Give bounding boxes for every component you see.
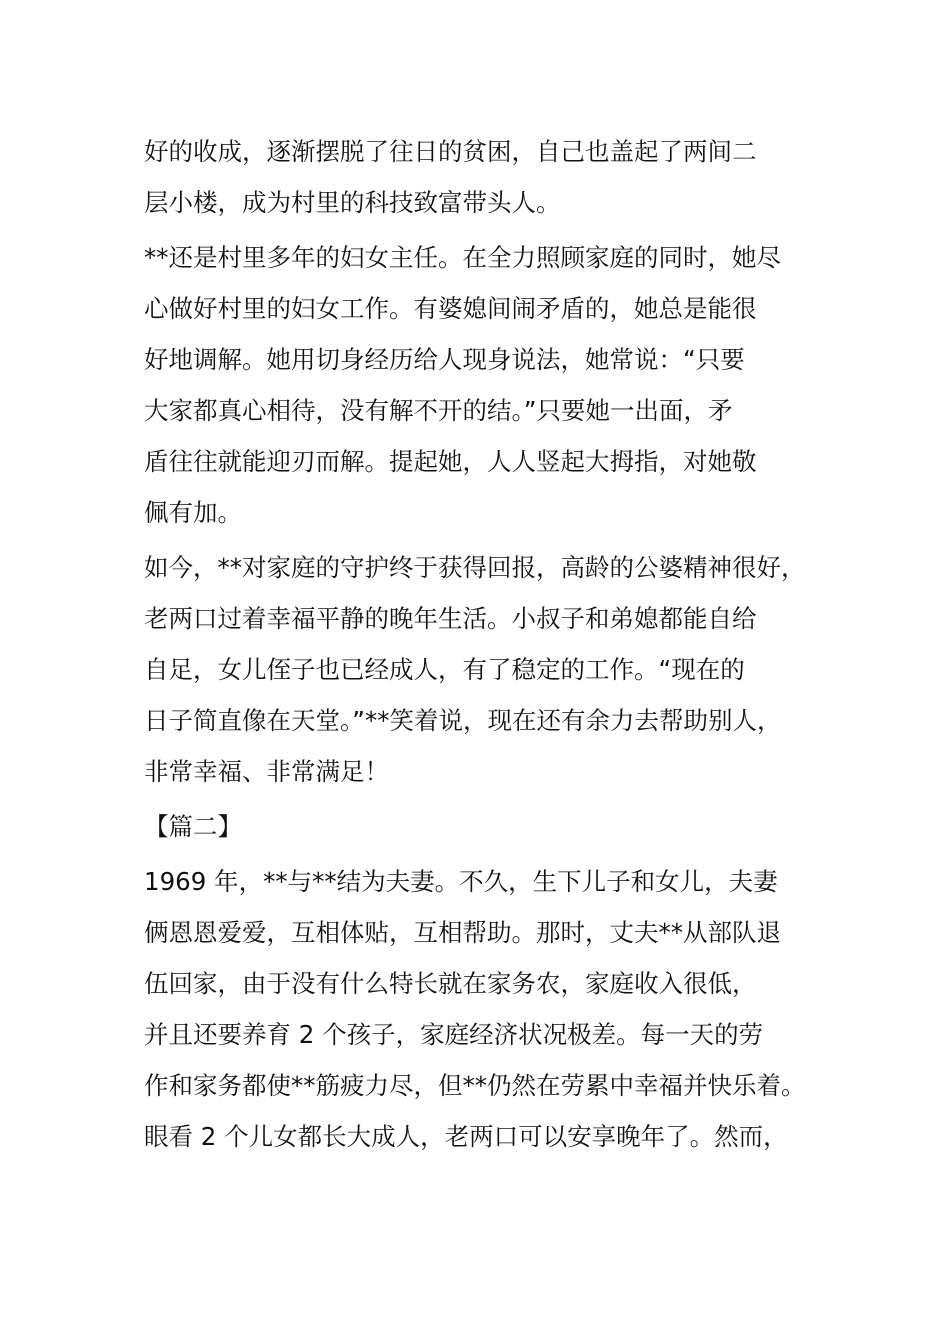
- text-line: 层小楼，成为村里的科技致富带头人。: [144, 188, 561, 217]
- text-line: 眼看 2 个儿女都长大成人，老两口可以安享晚年了。然而，: [144, 1122, 788, 1151]
- text-line: 好地调解。她用切身经历给人现身说法，她常说：“只要: [144, 345, 745, 374]
- text-line: 自足，女儿侄子也已经成人，有了稳定的工作。“现在的: [144, 655, 745, 684]
- text-line: 如今，**对家庭的守护终于获得回报，高龄的公婆精神很好，: [144, 553, 806, 582]
- text-line: 佩有加。: [144, 498, 242, 527]
- text-line: 日子简直像在天堂。”**笑着说，现在还有余力去帮助别人，: [144, 706, 782, 735]
- text-line: 非常幸福、非常满足！: [144, 757, 389, 786]
- section-heading: 【篇二】: [144, 812, 242, 841]
- text-line: 1969 年，**与**结为夫妻。不久，生下儿子和女儿，夫妻: [144, 867, 778, 896]
- text-line: 作和家务都使**筋疲力尽，但**仍然在劳累中幸福并快乐着。: [144, 1071, 806, 1100]
- text-line: 大家都真心相待，没有解不开的结。”只要她一出面，矛: [144, 396, 733, 425]
- text-line: 盾往往就能迎刃而解。提起她，人人竖起大拇指，对她敬: [144, 447, 757, 476]
- text-line: 伍回家，由于没有什么特长就在家务农，家庭收入很低，: [144, 969, 757, 998]
- text-line: 老两口过着幸福平静的晚年生活。小叔子和弟媳都能自给: [144, 604, 757, 633]
- text-line: 好的收成，逐渐摆脱了往日的贫困，自己也盖起了两间二: [144, 137, 757, 166]
- document-body: [144, 132, 834, 1168]
- text-line: 并且还要养育 2 个孩子，家庭经济状况极差。每一天的劳: [144, 1020, 764, 1049]
- text-line: 心做好村里的妇女工作。有婆媳间闹矛盾的，她总是能很: [144, 294, 757, 323]
- text-line: **还是村里多年的妇女主任。在全力照顾家庭的同时，她尽: [144, 243, 781, 272]
- text-line: 俩恩恩爱爱，互相体贴，互相帮助。那时，丈夫**从部队退: [144, 918, 781, 947]
